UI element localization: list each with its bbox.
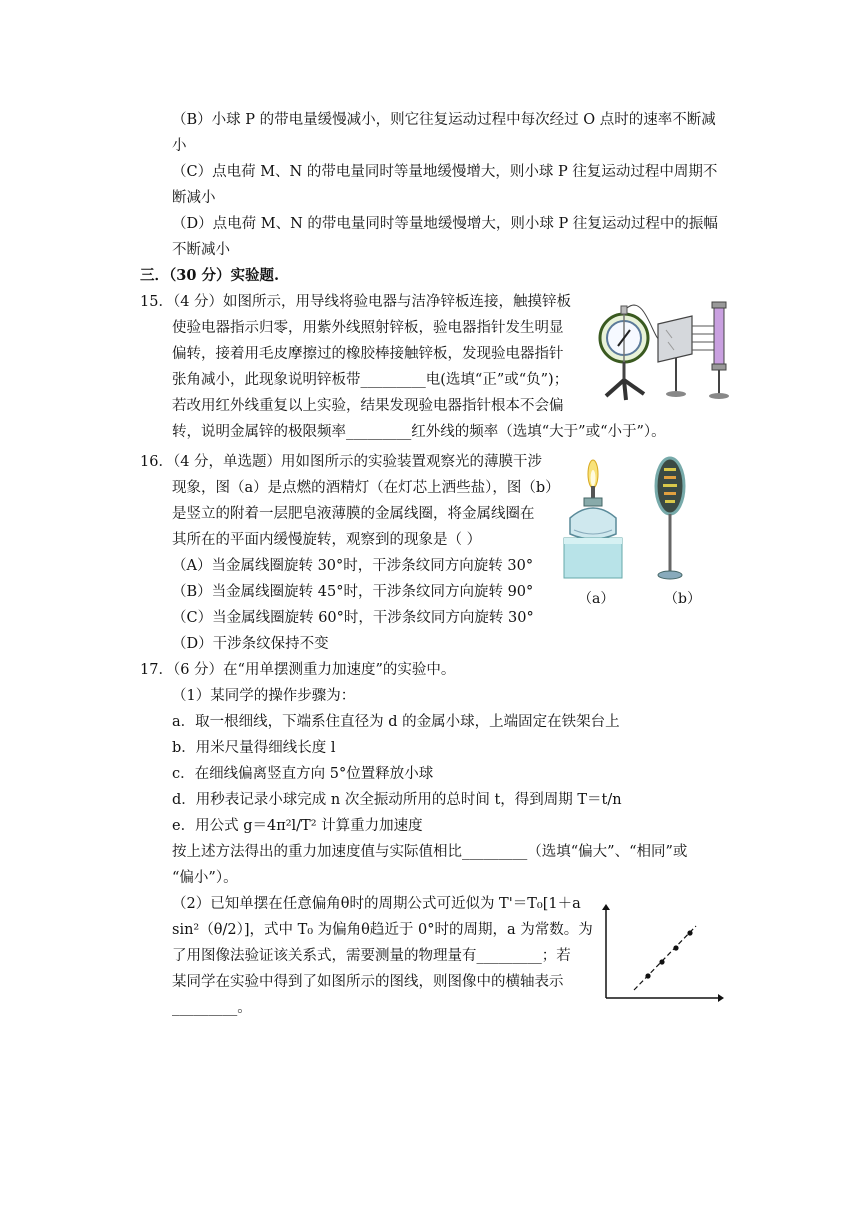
q17-part2-line5: _________。 — [172, 1000, 252, 1016]
fit-line — [634, 926, 696, 990]
q17-part2-line1: （2）已知单摆在任意偏角θ时的周期公式可近似为 T'＝T₀[1＋a — [172, 896, 581, 912]
data-point — [673, 945, 678, 950]
option-b-line1: （B）小球 P 的带电量缓慢减小，则它往复运动过程中每次经过 O 点时的速率不断减 — [172, 112, 716, 128]
q17-line1: 17．（6 分）在“用单摆测重力加速度”的实验中。 — [140, 662, 456, 678]
q16-line2: 现象，图（a）是点燃的酒精灯（在灯芯上洒些盐），图（b） — [172, 480, 560, 496]
y-axis-arrow — [602, 904, 610, 910]
q15-line1: 15．（4 分）如图所示，用导线将验电器与洁净锌板连接，触摸锌板 — [140, 294, 572, 310]
alcohol-lamp-figure — [560, 458, 630, 580]
q16-option-a: （A）当金属线圈旋转 30°时，干涉条纹同方向旋转 30° — [172, 558, 534, 574]
option-c-line2: 断减小 — [172, 190, 216, 206]
q15-line4: 张角减小，此现象说明锌板带_________电(选填“正”或“负”)； — [172, 372, 569, 388]
linear-graph-figure — [600, 904, 724, 1004]
q17-step-d: d．用秒表记录小球完成 n 次全振动所用的总时间 t，得到周期 T＝t/n — [172, 792, 622, 808]
data-point — [659, 959, 664, 964]
option-c-line1: （C）点电荷 M、N 的带电量同时等量地缓慢增大，则小球 P 往复运动过程中周期不 — [172, 164, 718, 180]
q15-line3: 偏转，接着用毛皮摩擦过的橡胶棒接触锌板，发现验电器指针 — [172, 346, 564, 362]
q17-conclusion-line2: “偏小”）。 — [172, 870, 238, 886]
q17-part2-line2: sin²（θ/2）]，式中 T₀ 为偏角θ趋近于 0°时的周期，a 为常数。为 — [172, 922, 593, 938]
caption-b: （b） — [664, 591, 701, 607]
data-point — [645, 973, 650, 978]
x-axis-arrow — [718, 994, 724, 1002]
option-b-line2: 小 — [172, 138, 187, 154]
option-d-line2: 不断减小 — [172, 242, 230, 258]
data-point — [687, 930, 692, 935]
q15-line2: 使验电器指示归零，用紫外线照射锌板，验电器指针发生明显 — [172, 320, 564, 336]
q17-step-e: e．用公式 g＝4π²l/T² 计算重力加速度 — [172, 818, 423, 834]
q16-line3: 是竖立的附着一层肥皂液薄膜的金属线圈，将金属线圈在 — [172, 506, 535, 522]
q17-part1-heading: （1）某同学的操作步骤为： — [172, 688, 356, 704]
q16-line1: 16．（4 分，单选题）用如图所示的实验装置观察光的薄膜干涉 — [140, 454, 543, 470]
q15-line6: 转，说明金属锌的极限频率_________红外线的频率（选填“大于”或“小于”）。 — [172, 424, 666, 440]
caption-a: （a） — [578, 591, 615, 607]
q16-option-d: （D）干涉条纹保持不变 — [172, 636, 329, 652]
option-d-line1: （D）点电荷 M、N 的带电量同时等量地缓慢增大，则小球 P 往复运动过程中的振幅 — [172, 216, 718, 232]
q16-line4: 其所在的平面内缓慢旋转，观察到的现象是（ ） — [172, 532, 482, 548]
q17-step-b: b．用米尺量得细线长度 l — [172, 740, 336, 756]
q17-conclusion-line1: 按上述方法得出的重力加速度值与实际值相比_________（选填“偏大”、“相同”或 — [172, 844, 688, 860]
q16-option-b: （B）当金属线圈旋转 45°时，干涉条纹同方向旋转 90° — [172, 584, 534, 600]
section-heading: 三．（30 分）实验题. — [140, 267, 280, 284]
q17-step-a: a．取一根细线，下端系住直径为 d 的金属小球，上端固定在铁架台上 — [172, 714, 620, 730]
q17-step-c: c．在细线偏离竖直方向 5°位置释放小球 — [172, 766, 434, 782]
q16-option-c: （C）当金属线圈旋转 60°时，干涉条纹同方向旋转 30° — [172, 610, 534, 626]
q15-line5: 若改用红外线重复以上实验，结果发现验电器指针根本不会偏 — [172, 398, 564, 414]
soap-film-loop-figure — [648, 454, 692, 582]
q17-part2-line4: 某同学在实验中得到了如图所示的图线，则图像中的横轴表示 — [172, 974, 564, 990]
electroscope-figure — [596, 296, 732, 404]
q17-part2-line3: 了用图像法验证该关系式，需要测量的物理量有_________；若 — [172, 948, 571, 964]
